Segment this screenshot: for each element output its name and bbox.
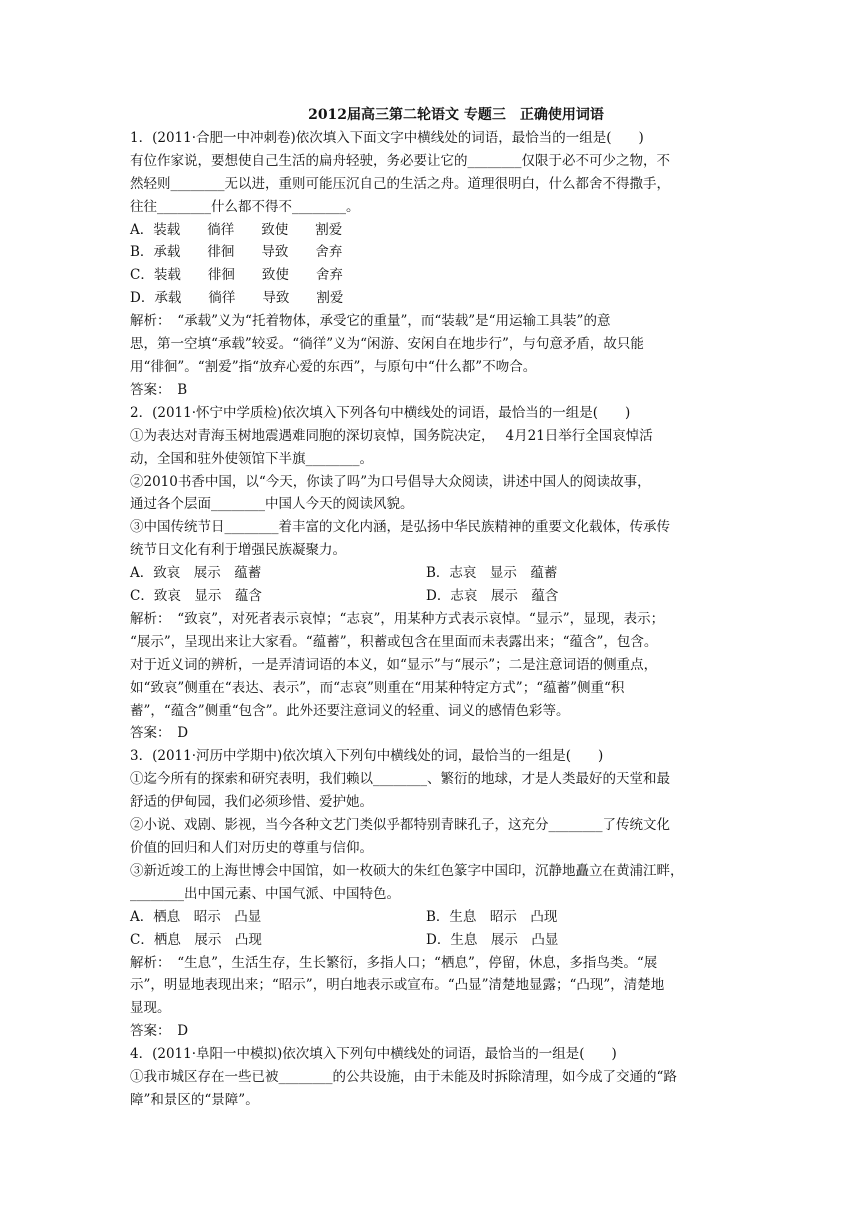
option-row bbox=[130, 562, 742, 585]
analysis-line: “展示”，呈现出来让大家看。“蕴蓄”，积蓄或包含在里面而未表露出来；“蕴含”，包含。 bbox=[130, 633, 658, 650]
passage-line: 动，全国和驻外使领馆下半旗________。 bbox=[130, 450, 373, 467]
question-1 bbox=[130, 127, 742, 402]
analysis-line: 思，第一空填“承载”较妥。“徜徉”义为“闲游、安闲自在地步行”，与句意矛盾，故只能 bbox=[130, 336, 644, 353]
passage-line: ②2010书香中国，以“今天，你读了吗”为口号倡导大众阅读，讲述中国人的阅读故事， bbox=[130, 473, 651, 490]
question-stem: 4．(2011·阜阳一中模拟)依次填入下列句中横线处的词语，最恰当的一组是( ) bbox=[130, 1046, 617, 1063]
option-d: D．承载 徜徉 导致 割爱 bbox=[130, 290, 344, 307]
option-a: A．致哀 展示 蕴蓄 bbox=[130, 565, 262, 582]
answer: 答案： D bbox=[130, 1023, 189, 1040]
passage-line: ________出中国元素、中国气派、中国特色。 bbox=[130, 885, 400, 902]
option-d: D．生息 展示 凸显 bbox=[426, 931, 559, 948]
option-row bbox=[130, 906, 742, 929]
passage-line: 通过各个层面________中国人今天的阅读风貌。 bbox=[130, 496, 414, 513]
question-3 bbox=[130, 745, 742, 1043]
document-page bbox=[130, 104, 742, 1112]
analysis-line: 解析： “承载”义为“托着物体，承受它的重量”，而“装载”是“用运输工具装”的意 bbox=[130, 313, 611, 330]
option-c: C．装载 徘徊 致使 舍弃 bbox=[130, 267, 343, 284]
option-a: A．装载 徜徉 致使 割爱 bbox=[130, 221, 343, 238]
option-row bbox=[130, 585, 742, 608]
analysis-line: 蓄”，“蕴含”侧重“包含”。此外还要注意词义的轻重、词义的感情色彩等。 bbox=[130, 702, 570, 719]
passage-line: 往往________什么都不得不________。 bbox=[130, 198, 360, 215]
question-stem: 2．(2011·怀宁中学质检)依次填入下列各句中横线处的词语，最恰当的一组是( ) bbox=[130, 404, 631, 421]
passage-line: 然轻则________无以进，重则可能压沉自己的生活之舟。道理很明白，什么都舍不得撒手， bbox=[130, 175, 670, 192]
option-row bbox=[130, 929, 742, 952]
option-c: C．致哀 显示 蕴含 bbox=[130, 588, 262, 605]
analysis-line: 解析： “致哀”，对死者表示哀悼；“志哀”，用某种方式表示哀悼。“显示”，显现，表示； bbox=[130, 610, 665, 627]
option-b: B．生息 昭示 凸现 bbox=[426, 908, 558, 925]
page-title: 2012届高三第二轮语文 专题三 正确使用词语 bbox=[308, 107, 604, 123]
question-2 bbox=[130, 402, 742, 746]
passage-line: ①为表达对青海玉树地震遇难同胞的深切哀悼，国务院决定， 4月21日举行全国哀悼活 bbox=[130, 427, 653, 444]
analysis-line: 示”，明显地表现出来；“昭示”，明白地表示或宣布。“凸显”清楚地显露；“凸现”，清楚地 bbox=[130, 977, 665, 994]
analysis-line: 对于近义词的辨析，一是弄清词语的本义，如“显示”与“展示”；二是注意词语的侧重点， bbox=[130, 656, 658, 673]
option-b: B．承载 徘徊 导致 舍弃 bbox=[130, 244, 343, 261]
passage-line: ③中国传统节日________着丰富的文化内涵，是弘扬中华民族精神的重要文化载体，传承传 bbox=[130, 519, 670, 536]
answer: 答案： D bbox=[130, 725, 189, 742]
passage-line: ①迄今所有的探索和研究表明，我们赖以________、繁衍的地球，才是人类最好的天堂和最 bbox=[130, 771, 670, 788]
passage-line: ②小说、戏剧、影视，当今各种文艺门类似乎都特别青睐孔子，这充分________了传统文化 bbox=[130, 817, 670, 834]
passage-line: ③新近竣工的上海世博会中国馆，如一枚硕大的朱红色篆字中国印，沉静地矗立在黄浦江畔， bbox=[130, 862, 684, 879]
passage-line: 舒适的伊甸园，我们必须珍惜、爱护她。 bbox=[130, 794, 373, 811]
passage-line: 统节日文化有利于增强民族凝聚力。 bbox=[130, 542, 346, 559]
question-4 bbox=[130, 1043, 742, 1112]
passage-line: 障”和景区的“景障”。 bbox=[130, 1091, 259, 1108]
question-stem: 3．(2011·河历中学期中)依次填入下列句中横线处的词，最恰当的一组是( ) bbox=[130, 748, 604, 765]
passage-line: ①我市城区存在一些已被________的公共设施，由于未能及时拆除清理，如今成了交通的“路 bbox=[130, 1069, 677, 1086]
answer: 答案： B bbox=[130, 381, 188, 398]
analysis-line: 如“致哀”侧重在“表达、表示”，而“志哀”则重在“用某种特定方式”；“蕴蓄”侧重“积 bbox=[130, 679, 625, 696]
question-stem: 1．(2011·合肥一中冲刺卷)依次填入下面文字中横线处的词语，最恰当的一组是( ) bbox=[130, 129, 644, 146]
analysis-line: 解析： “生息”，生活生存，生长繁衍，多指人口；“栖息”，停留，休息，多指鸟类。“展 bbox=[130, 954, 658, 971]
analysis-line: 用“徘徊”。“割爱”指“放弃心爱的东西”，与原句中“什么都”不吻合。 bbox=[130, 358, 537, 375]
option-a: A．栖息 昭示 凸显 bbox=[130, 908, 262, 925]
passage-line: 价值的回归和人们对历史的尊重与信仰。 bbox=[130, 840, 373, 856]
analysis-line: 显现。 bbox=[130, 1000, 171, 1017]
option-d: D．志哀 展示 蕴含 bbox=[426, 588, 559, 605]
option-c: C．栖息 展示 凸现 bbox=[130, 931, 262, 948]
option-b: B．志哀 显示 蕴蓄 bbox=[426, 565, 558, 582]
passage-line: 有位作家说，要想使自己生活的扁舟轻驶，务必要让它的________仅限于必不可少之物，不 bbox=[130, 152, 670, 169]
